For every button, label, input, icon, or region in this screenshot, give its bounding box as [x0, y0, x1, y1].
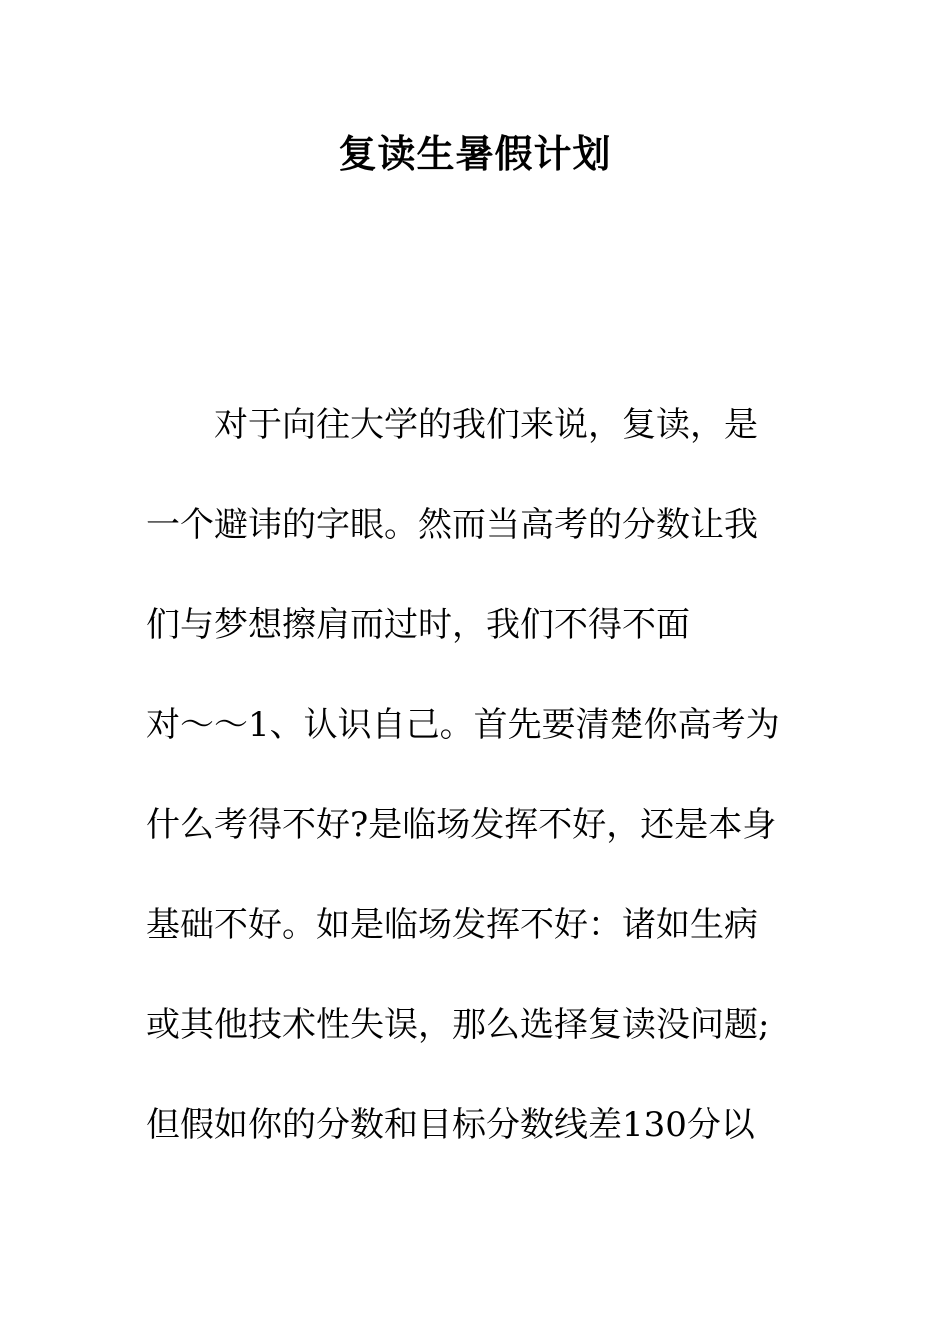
body-line: 基础不好。如是临场发挥不好：诸如生病 [146, 905, 758, 945]
body-line: 或其他技术性失误，那么选择复读没问题; [146, 1005, 770, 1045]
body-line: 对于向往大学的我们来说，复读，是 [146, 405, 758, 445]
body-line: 对～～1、认识自己。首先要清楚你高考为 [146, 705, 780, 745]
body-line: 什么考得不好?是临场发挥不好，还是本身 [146, 805, 777, 845]
document-title: 复读生暑假计划 [338, 132, 612, 176]
body-line: 一个避讳的字眼。然而当高考的分数让我 [146, 505, 758, 545]
body-line: 们与梦想擦肩而过时，我们不得不面 [146, 605, 690, 645]
body-line: 但假如你的分数和目标分数线差130分以 [146, 1105, 755, 1145]
